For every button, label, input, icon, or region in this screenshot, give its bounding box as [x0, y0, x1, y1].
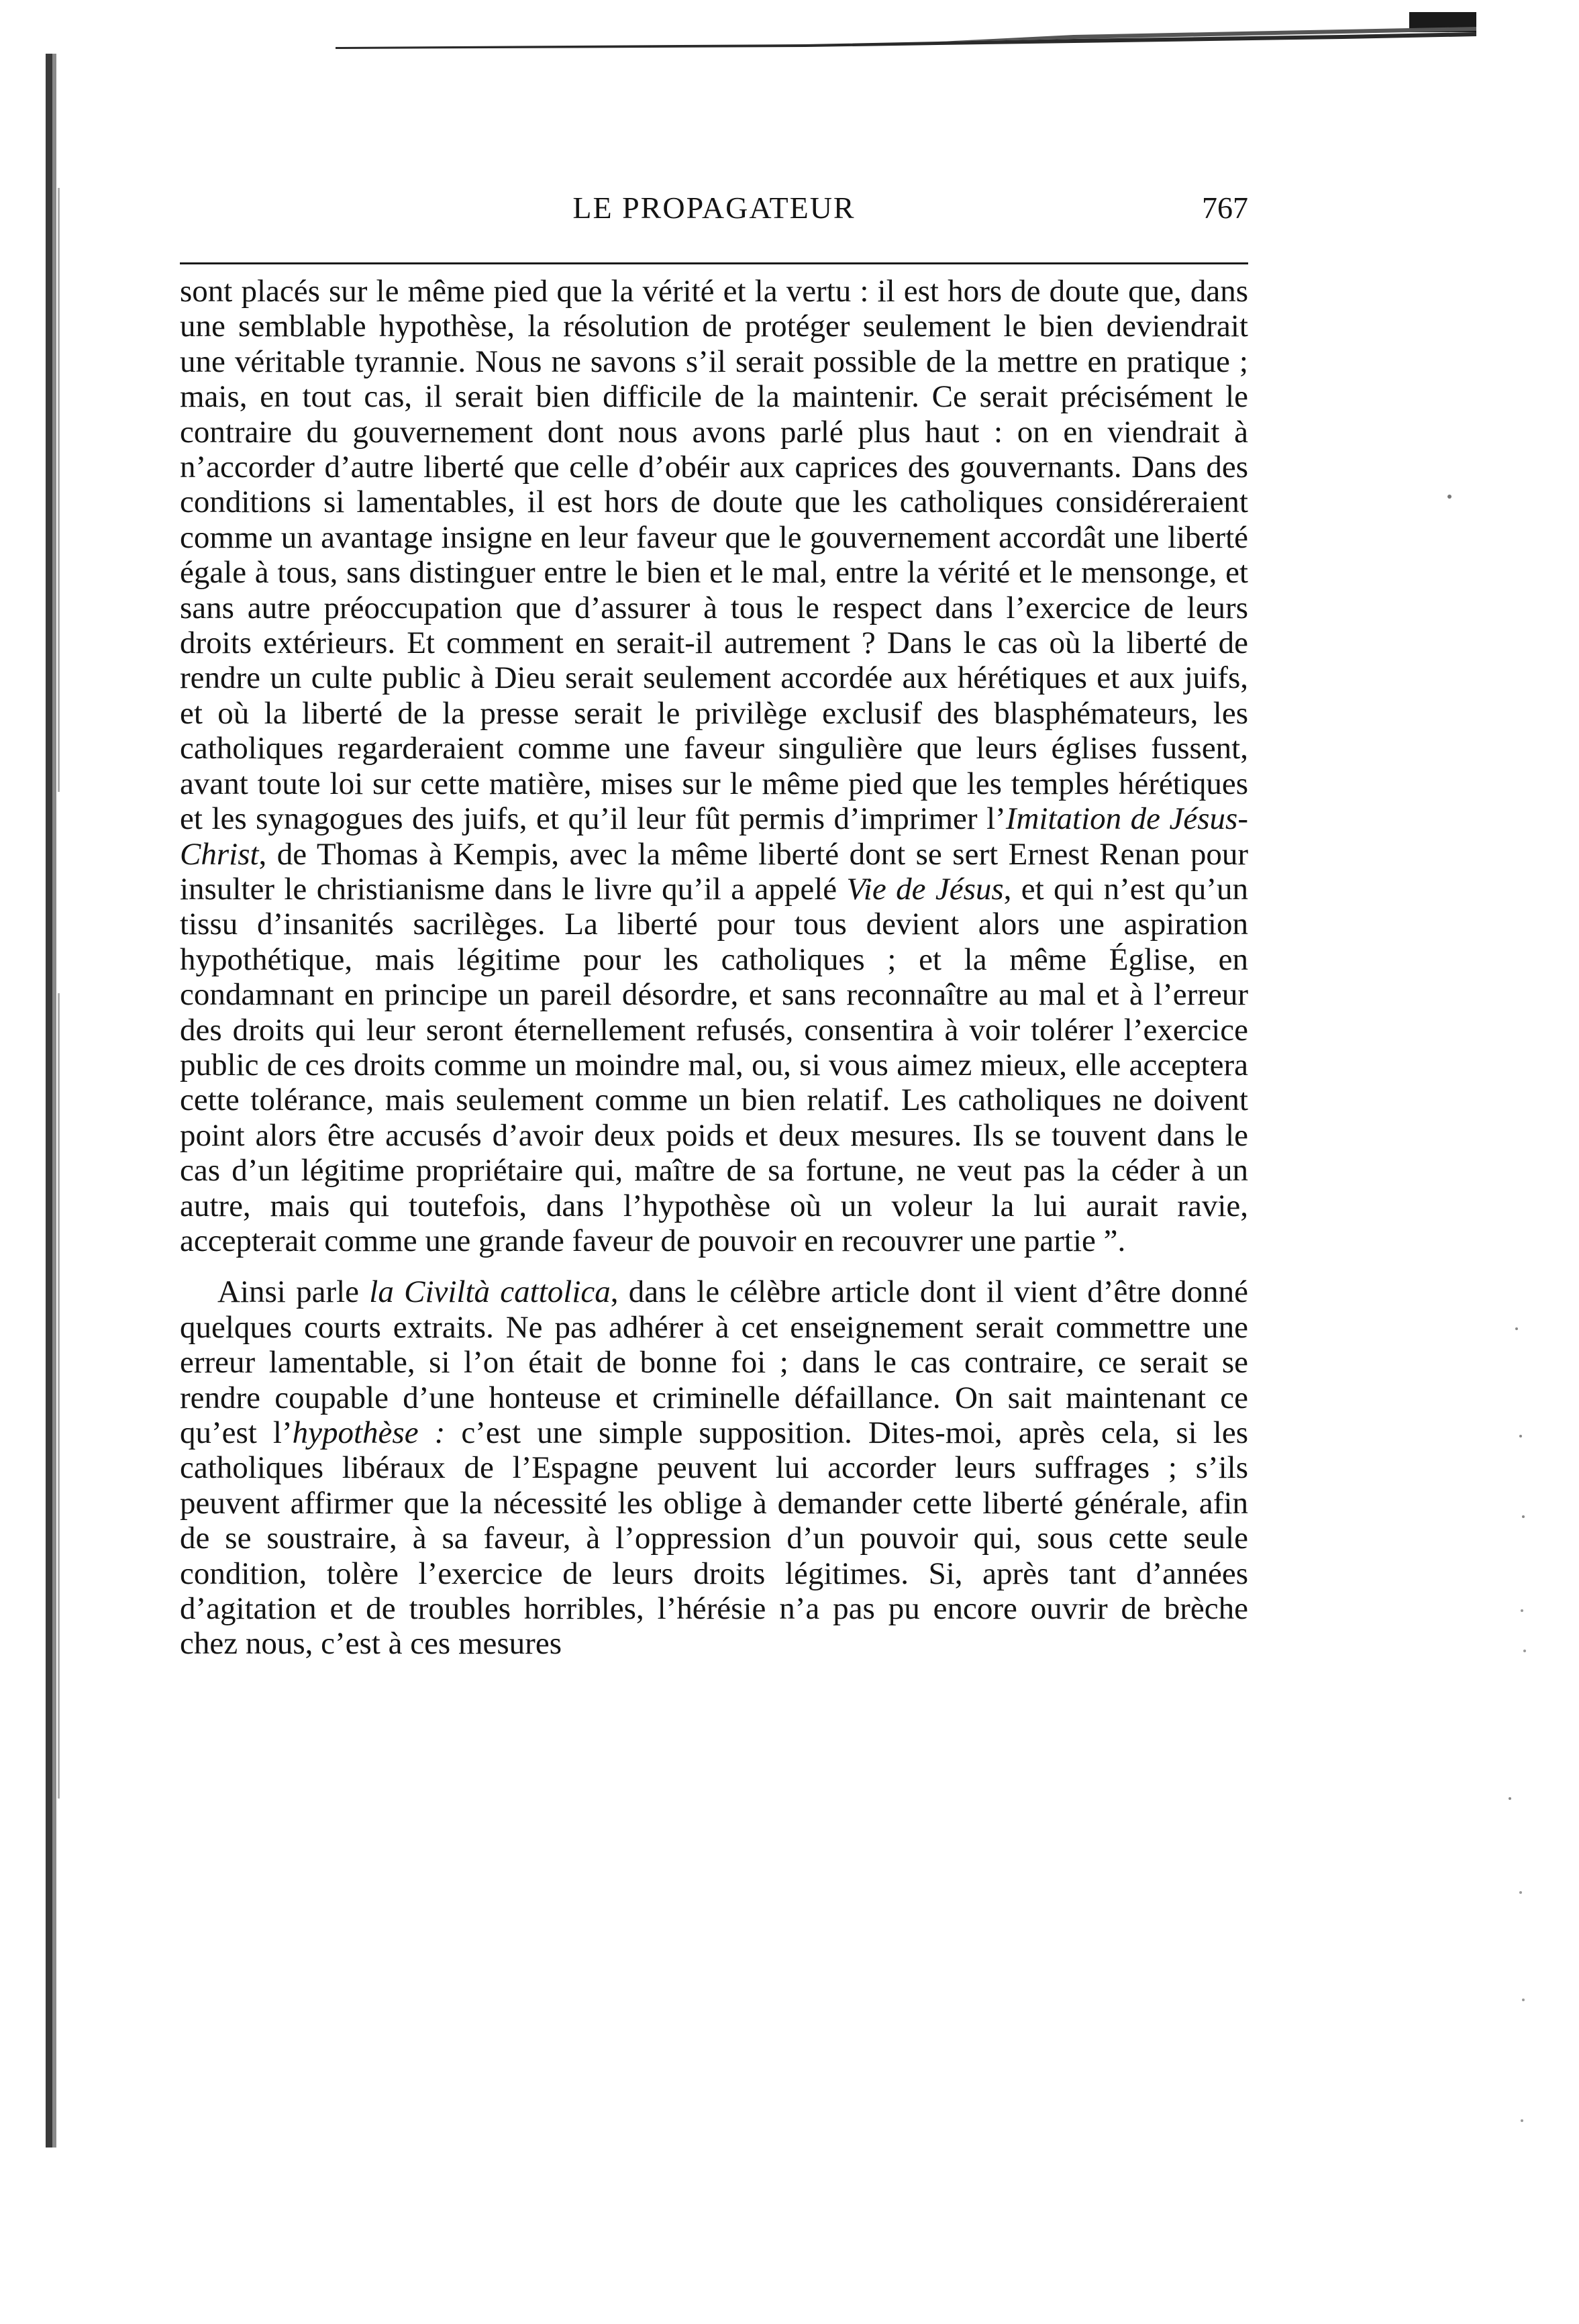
text-run: sont placés sur le même pied que la vérité et la vertu : il est hors de doute que, dans une semblable hypothèse, la résolution de protéger seulement le bien deviendrait une véritable tyrannie. Nous ne savons s’il serait possible de la mettre en pratique ; mais, en tout cas, il serait bien difficile de la maintenir. Ce serait précisément le contraire du gouvernement dont nous avons parlé plus haut : on en viendrait à n’accorder d’autre liberté que celle d’obéir aux caprices des gouvernants. Dans des conditions si lamentables, il est hors de doute que les catholiques considéreraient comme un avantage insigne en leur faveur que le gouvernement accordât une liberté égale à tous, sans distinguer entre le bien et le mal, entre la vérité et le mensonge, et sans autre préoccupation que d’assurer à tous le respect dans l’exercice de leurs droits extérieurs. Et comment en serait-il autrement ? Dans le cas où la liberté de rendre un culte public à Dieu serait seulement accordée aux hérétiques et aux juifs, et où la liberté de la presse serait le privilège exclusif des blasphémateurs, les catholiques regarderaient comme une faveur singulière que leurs églises fussent, avant toute loi sur cette matière, mises sur le même pied que les temples hérétiques et les synagogues des juifs, et qu’il leur fût permis d’imprimer l’: [180, 274, 1248, 837]
italic-title-civilta: la Civiltà cattolica: [369, 1274, 611, 1310]
running-title: LE PROPAGATEUR: [572, 191, 856, 225]
italic-title-imitation: Imitation de Jésus-Christ: [180, 801, 1249, 872]
text-run: c’est une simple supposition. Dites-moi, après cela, si les catholiques libéraux de l’Espagne peuvent lui accorder leurs suffrages ; s’ils peuvent affirmer que la nécessité les oblige à demander cette liberté générale, afin de se soustraire, à sa faveur, à l’oppression d’un pouvoir qui, sous cette seule condition, tolère l’exercice de leurs droits légitimes. Si, après tant d’années d’agitation et de troubles horribles, l’hérésie n’a pas pu encore ouvrir de brèche chez nous, c’est à ces mesures: [180, 1415, 1248, 1662]
text-run: , de Thomas à Kempis, avec la même liberté dont se sert Ernest Renan pour insulter le christianisme dans le livre qu’il a appelé: [180, 836, 1248, 907]
book-page: [180, 171, 1248, 1662]
binding-edge-shadow: [46, 54, 75, 2148]
italic-title-vie-de-jesus: Vie de Jésus: [846, 871, 1004, 907]
margin-specks: [1436, 470, 1543, 2215]
running-header: [180, 171, 1248, 225]
paragraph-1: [180, 274, 1248, 1258]
body-text: [180, 274, 1248, 1662]
header-rule: [180, 262, 1248, 264]
text-run: Ainsi parle: [217, 1274, 370, 1310]
scan-top-rule: [336, 12, 1476, 52]
italic-term-hypothese: hypothèse :: [292, 1415, 446, 1450]
text-run: , et qui n’est qu’un tissu d’insanités sacrilèges. La liberté pour tous devient alors une aspiration hypothétique, mais légitime pour les catholiques ; et la même Église, en condamnant en principe un pareil désordre, et sans reconnaître au mal et à l’erreur des droits qui leur seront éternellement refusés, consentira à voir tolérer l’exercice public de ces droits comme un moindre mal, ou, si vous aimez mieux, elle acceptera cette tolérance, mais seulement comme un bien relatif. Les catholiques ne doivent point alors être accusés d’avoir deux poids et deux mesures. Ils se touvent dans le cas d’un légitime propriétaire qui, maître de sa fortune, ne veut pas la céder à un autre, mais qui toutefois, dans l’hypothèse où un voleur la lui aurait ravie, accepterait comme une grande faveur de pouvoir en recouvrer une partie ”.: [180, 871, 1248, 1258]
paragraph-2: [180, 1274, 1248, 1661]
page-number: 767: [1202, 191, 1248, 225]
text-run: , dans le célèbre article dont il vient d’être donné quelques courts extraits. Ne pas adhérer à cet enseignement serait commettre une erreur lamentable, si l’on était de bonne foi ; dans le cas contraire, ce serait se rendre coupable d’une honteuse et criminelle défaillance. On sait maintenant ce qu’est l’: [180, 1274, 1249, 1450]
